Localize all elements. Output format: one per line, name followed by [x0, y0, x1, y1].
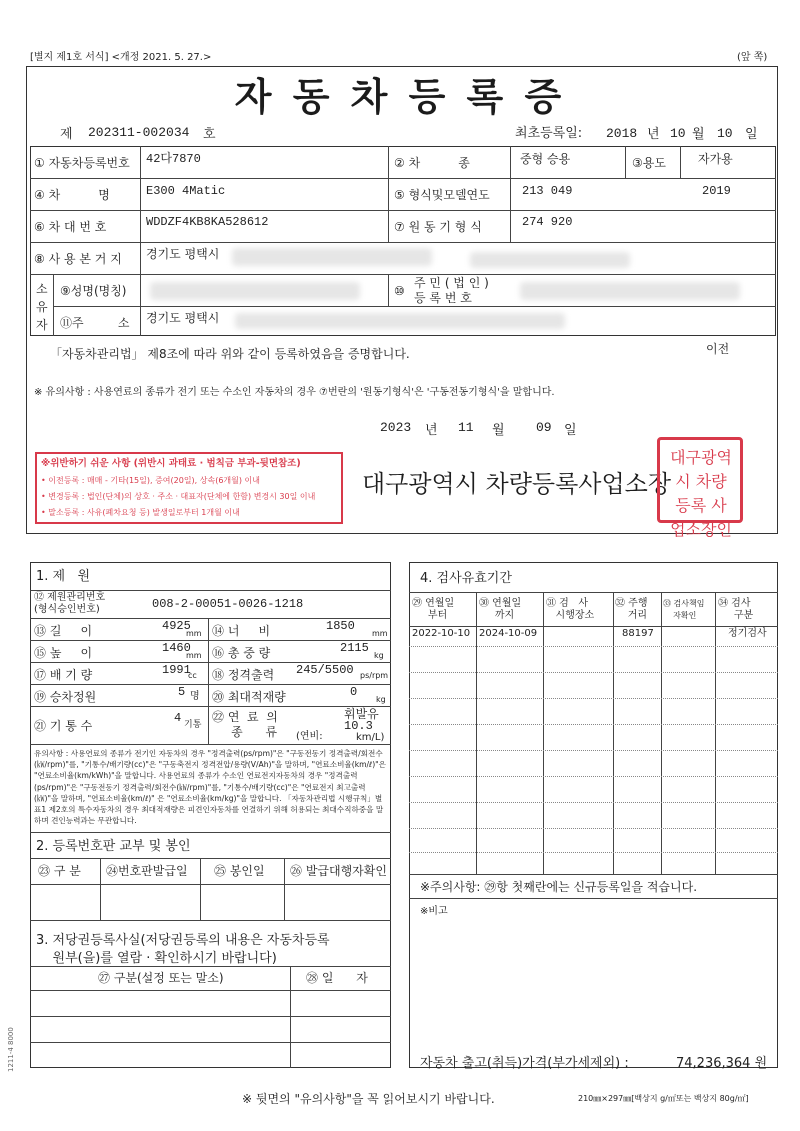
owner-side-label: 소 유 자: [36, 282, 48, 332]
inspect-row-to: 2024-10-09: [479, 628, 538, 639]
form-label: [별지 제1호 서식] <개정 2021. 5. 27.>: [30, 52, 212, 63]
warning-title: ※위반하기 쉬운 사항 (위반시 과태료 · 범칙금 부과-뒷면참조): [41, 458, 301, 469]
width-value: 1850: [326, 619, 355, 633]
load-unit: kg: [376, 695, 386, 704]
warning-line-3: • 말소등록 : 사유(폐차요청 등) 발생일로부터 1개월 이내: [41, 508, 240, 517]
name-label: ⑨성명(명칭): [60, 284, 127, 298]
spec-note: 유의사항 : 사용연료의 종류가 전기인 자동차의 경우 "정격출력(ps/rpm)"은 "구동전동기 정격출력/회전수(㎾/rpm)"를, "기통수/배기량(cc)"은 "구동축전지 정격전압/용량(V/Ah)"을 말하며, "연료소비율(km/ℓ)"은 "연료소비율(km/kWh)"을 말합니다. 사용연료의 종류가 수소인 연료전지자동차의 경우 "정격출력(ps/rpm)"은 "구동전동기 정격출력/회전수(㎾/rpm)"를, "기통수/배기량(cc)"은 "연료전지 최고출력(㎾)"을 말하며, "연료소비율(km/ℓ)" 은 "연료소비율(km/kg)"을 말합니다. 「자동차관리법 시행규칙」별표1 제2호의 특수자동차의 경우 최대적재량은 피견인자동차를 연결하기 위해 허용되는 최대수직하중을 말하며 견인능력과는 무관합니다.: [34, 749, 386, 826]
load-value: 0: [350, 685, 358, 699]
page-title: 자 동 차 등 록 증: [234, 74, 566, 119]
seats-label: ⑲ 승차정원: [34, 690, 97, 704]
plate-header-seal-date: ㉕ 봉인일: [214, 864, 265, 878]
eff-value: 10.3: [344, 719, 373, 733]
month-unit: 월: [692, 127, 705, 142]
plate-label: ① 자동차등록번호: [34, 156, 130, 170]
fuel-label: ㉒ 연 료 의 종 류: [212, 710, 278, 739]
warning-line-2: • 변경등록 : 법인(단체)의 상호 · 주소 · 대표자(단체에 한함) 변경시 30일 이내: [41, 492, 316, 501]
inspect-row-kind: 정기검사: [728, 628, 767, 639]
height-value: 1460: [162, 641, 191, 655]
plate-header-agent: ㉖ 발급대행자확인: [290, 864, 387, 878]
model-label: ④ 차 명: [34, 188, 110, 202]
use-value: 자가용: [698, 152, 733, 166]
redacted-owner-name: [150, 282, 360, 300]
inspect-row-from: 2022-10-10: [412, 628, 471, 639]
fuel-value: 휘발유: [344, 707, 379, 721]
mortgage-header-date: ㉘ 일 자: [306, 971, 368, 985]
plate-header-kind: ㉓ 구 분: [38, 864, 81, 878]
footer-paper: 210㎜×297㎜[백상지 g/㎡또는 백상지 80g/㎡]: [578, 1094, 749, 1103]
inspect-remark: ※비고: [420, 906, 448, 917]
length-label: ⑬ 길 이: [34, 624, 93, 638]
addr-value: 경기도 평택시: [146, 311, 220, 325]
plate-section-title: 2. 등록번호판 교부 및 봉인: [36, 839, 191, 854]
id-text-1: 주 민 ( 법 인 ): [414, 276, 489, 290]
type-label: ② 차 종: [394, 156, 470, 170]
height-label: ⑮ 높 이: [34, 646, 93, 660]
length-value: 4925: [162, 619, 191, 633]
issue-day-unit: 일: [564, 423, 577, 438]
certify-text: 「자동차관리법」 제8조에 따라 위와 같이 등록하였음을 증명합니다.: [50, 347, 410, 361]
length-unit: mm: [186, 629, 202, 638]
engine-label: ⑦ 원 동 기 형 식: [394, 220, 482, 234]
disp-unit: cc: [188, 671, 197, 680]
weight-value: 2115: [340, 641, 369, 655]
issue-day: 09: [536, 420, 552, 435]
vin-value: WDDZF4KB8KA528612: [146, 215, 269, 229]
redacted-id-number: [520, 282, 740, 300]
inspect-header-check: ㉝ 검사책임 자확인: [663, 599, 705, 620]
disp-value: 1991: [162, 663, 191, 677]
power-label: ⑱ 정격출력: [212, 668, 275, 682]
doc-no-suffix: 호: [203, 127, 216, 142]
inspect-header-place: ㉛ 검 사 시행장소: [546, 598, 595, 621]
page-side-label: (앞 쪽): [737, 52, 768, 63]
form-label-cell: ⑤ 형식및모델연도: [394, 188, 490, 202]
seal-text: 대구광역시 차량등록 사업소장인: [670, 448, 732, 539]
width-unit: mm: [372, 629, 388, 638]
inspect-header-dist: ㉜ 주행 거리: [615, 598, 648, 621]
weight-unit: kg: [374, 651, 384, 660]
redacted-base-address: [232, 248, 432, 266]
height-unit: mm: [186, 651, 202, 660]
id-label: ⑩: [394, 284, 405, 298]
first-reg-label: 최초등록일:: [515, 126, 583, 141]
warning-line-1: • 이전등록 : 매매 - 기타(15일), 증여(20일), 상속(6개월) 이내: [41, 476, 261, 485]
power-value: 245/5500: [296, 663, 354, 677]
issue-month: 11: [458, 420, 474, 435]
mortgage-header-kind: ㉗ 구분(설정 또는 말소): [98, 971, 224, 985]
first-reg-year: 2018: [606, 126, 638, 141]
mgmt-label: ⑫ 제원관리번호 (형식승인번호): [34, 592, 106, 615]
base-label: ⑧ 사 용 본 거 지: [34, 252, 122, 266]
redacted-base-address-2: [470, 252, 630, 268]
width-label: ⑭ 너 비: [212, 624, 271, 638]
base-value: 경기도 평택시: [146, 247, 220, 261]
vin-label: ⑥ 차 대 번 호: [34, 220, 107, 234]
issue-month-unit: 월: [492, 423, 505, 438]
day-unit: 일: [745, 127, 758, 142]
inspect-header-kind: ㉞ 검사 구분: [718, 598, 754, 621]
disp-label: ⑰ 배 기 량: [34, 668, 93, 682]
inspect-header-from: ㉙ 연월일 부터: [412, 598, 455, 621]
seats-value: 5: [178, 685, 186, 699]
weight-label: ⑯ 총 중 량: [212, 646, 271, 660]
form-value: 213 049: [522, 184, 573, 198]
side-code: 1211-4 8000: [7, 1027, 15, 1072]
id-text-2: 등 록 번 호: [414, 291, 472, 305]
cyl-value: 4: [174, 711, 182, 725]
inspect-section-title: 4. 검사유효기간: [420, 571, 512, 586]
doc-no-label: 제: [60, 127, 73, 142]
model-value: E300 4Matic: [146, 184, 226, 198]
year-unit: 년: [647, 127, 660, 142]
type-value: 중형 승용: [520, 152, 571, 166]
engine-value: 274 920: [522, 215, 573, 229]
plate-value: 42다7870: [146, 152, 201, 166]
inspect-header-to: ㉚ 연월일 까지: [479, 598, 522, 621]
issue-year-unit: 년: [425, 423, 438, 438]
redacted-owner-address: [235, 313, 565, 329]
inspect-row-dist: 88197: [622, 628, 654, 639]
cyl-label: ㉑ 기 통 수: [34, 719, 93, 733]
eff-label: (연비:: [296, 731, 323, 742]
plate-header-issue-date: ㉔번호판발급일: [106, 864, 188, 878]
cyl-unit: 기통: [184, 720, 202, 730]
certify-note: ※ 유의사항 : 사용연료의 종류가 전기 또는 수소인 자동차의 경우 ⑦번란의 '원동기형식'은 '구동전동기형식'을 말합니다.: [34, 387, 555, 398]
seats-unit: 명: [190, 691, 200, 702]
mgmt-value: 008-2-00051-0026-1218: [152, 597, 304, 611]
footer-note: ※ 뒷면의 "유의사항"을 꼭 읽어보시기 바랍니다.: [242, 1092, 495, 1106]
model-year-value: 2019: [702, 184, 731, 198]
first-reg-day: 10: [717, 126, 733, 141]
price-value: 74,236,364 원: [676, 1056, 768, 1071]
price-label: 자동차 출고(취득)가격(부가세제외) :: [420, 1056, 629, 1071]
first-reg-month: 10: [670, 126, 686, 141]
addr-label: ⑪주 소: [60, 316, 130, 330]
certify-prev: 이전: [706, 342, 730, 356]
registration-table: [30, 146, 776, 336]
eff-unit: km/L): [356, 732, 385, 743]
inspect-note: ※주의사항: ㉙항 첫째란에는 신규등록일을 적습니다.: [420, 880, 698, 894]
spec-section-title: 1. 제 원: [36, 569, 91, 584]
load-label: ⑳ 최대적재량: [212, 690, 286, 704]
use-label: ③용도: [632, 156, 666, 170]
mortgage-section-title: 3. 저당권등록사실(저당권등록의 내용은 자동차등록 원부(을)를 열람 · 확인하시기 바랍니다): [36, 933, 330, 966]
power-unit: ps/rpm: [360, 671, 389, 680]
issue-year: 2023: [380, 420, 412, 435]
official-seal: [657, 437, 743, 539]
issuer-name: 대구광역시 차량등록사업소장: [362, 470, 672, 498]
doc-no-value: 202311-002034: [88, 125, 190, 140]
